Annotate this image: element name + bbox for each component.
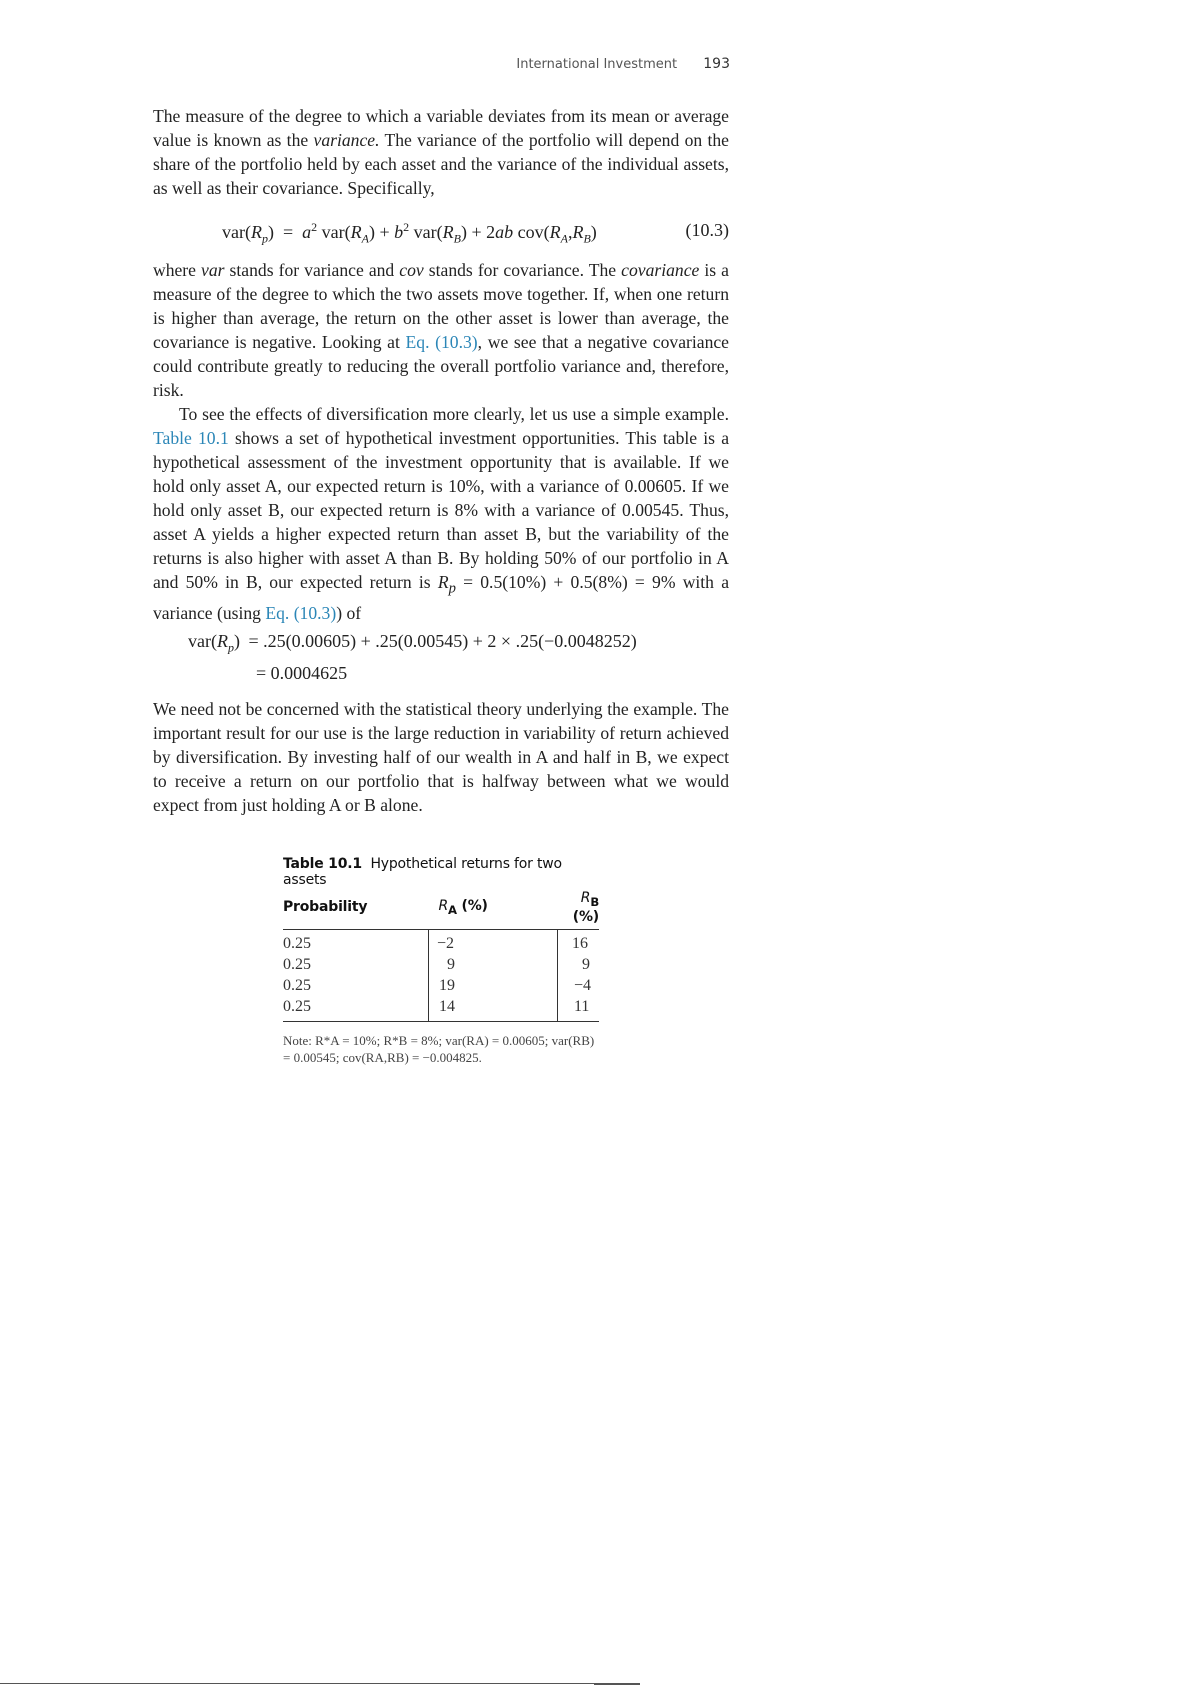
cell-probability: 0.25 — [283, 955, 311, 973]
equation-10-3 — [222, 220, 729, 247]
table-row — [283, 929, 599, 954]
para2-text-d: is a measure of the degree to which the two assets move together. If, when one return is higher than average, the return on the other asset is lower than average, the covariance is negative. Looking at — [153, 260, 729, 352]
table-caption — [283, 856, 599, 888]
para1-text-b: The variance of the portfolio will depend on the share of the portfolio held by each asset and the variance of the individual assets, as well as their covariance. Specifically, — [153, 130, 729, 198]
paragraph-conclusion — [153, 697, 729, 817]
cell-rb: −4 — [574, 976, 592, 994]
var-line2-rhs: = 0.0004625 — [256, 663, 348, 683]
table-note: Note: R*A = 10%; R*B = 8%; var(RA) = 0.00605; var(RB) = 0.00545; cov(RA,RB) = −0.004825. — [283, 1032, 595, 1065]
header-ra: $R_A$ (%) — [438, 898, 488, 917]
equation-10-3-body: $var(R_p) = a^2$ $var(R_A) + b^2$ $var(R_B) + 2ab$ $cov(R_A,R_B)$ — [222, 220, 597, 246]
cell-rb: 11 — [574, 997, 590, 1015]
cell-probability: 0.25 — [283, 997, 311, 1015]
cell-rb: 16 — [572, 934, 588, 952]
para3-text-a: To see the effects of diversification more clearly, let us use a simple example. — [179, 404, 729, 424]
table-header-row — [283, 890, 599, 929]
para3-text-b: shows a set of hypothetical investment opportunities. This table is a hypothetical assessment of the investment opportunity that is available. If we hold only asset A, our expected return is 10%, with a variance of 0.00605. If we hold only asset B, our expected return is 8% with a variance of 0.00545. Thus, asset A yields a higher expected return than asset B, but the variability of the returns is also higher with asset A than B. By holding 50% of our portfolio in A and 50% in B, our expected return is — [153, 428, 730, 592]
paragraph-variance — [153, 104, 729, 200]
table-10-1 — [283, 856, 599, 1066]
equation-variance-result — [256, 663, 347, 684]
table-row — [283, 954, 599, 975]
returns-table — [283, 890, 599, 1022]
cell-ra: 14 — [429, 996, 558, 1022]
para4-text: We need not be concerned with the statistical theory underlying the example. The important result for our use is the large reduction in variability of return achieved by diversification. By investing half of our wealth in A and half in B, we expect to receive a return on our portfolio that is halfway between what we would expect from just holding A or B alone. — [153, 699, 729, 815]
para2-text-a: where — [153, 260, 202, 280]
header-rb: $R_B$ (%) — [572, 890, 599, 925]
rp-subscript: p — [448, 580, 456, 597]
para1-text-a: The measure of the degree to which a variable deviates from its mean or average value is known as the — [153, 106, 729, 150]
table-row — [283, 996, 599, 1022]
table-label: Table 10.1 — [283, 856, 362, 872]
table-row — [283, 975, 599, 996]
para2-text-b: stands for variance and — [224, 260, 400, 280]
page-number: 193 — [703, 56, 730, 72]
equation-variance-calc — [188, 631, 637, 656]
table-caption-text: Hypothetical returns for two assets — [283, 856, 562, 888]
term-cov: cov — [399, 260, 424, 280]
running-head — [430, 56, 730, 72]
cell-rb: 9 — [582, 955, 590, 973]
paragraph-example — [153, 402, 729, 625]
var-line1-rhs: = .25(0.00605) + .25(0.00545) + 2 × .25(−0.0048252) — [248, 631, 637, 651]
para2-text-c: stands for covariance. The — [423, 260, 622, 280]
table-10-1-link[interactable]: Table 10.1 — [153, 428, 229, 448]
rp-symbol: R — [437, 572, 449, 592]
term-var: var — [201, 260, 225, 280]
paragraph-covariance — [153, 258, 729, 402]
cell-ra: −2 — [429, 929, 558, 954]
para2-text-e: , we see that a negative covariance could contribute greatly to reducing the overall portfolio variance and, therefore, risk. — [153, 332, 729, 400]
cell-probability: 0.25 — [283, 976, 311, 994]
term-variance: variance. — [313, 130, 380, 150]
eq-10-3-link[interactable]: Eq. (10.3) — [405, 332, 478, 352]
equation-number: (10.3) — [685, 220, 729, 240]
var-lhs: $var(R_p)$ — [188, 631, 240, 655]
cell-ra: 19 — [429, 975, 558, 996]
cell-ra: 9 — [429, 954, 558, 975]
para3-text-c: = 0.5(10%) + 0.5(8%) = 9% with a variance (using — [153, 572, 729, 623]
term-covariance: covariance — [621, 260, 700, 280]
running-title: International Investment — [516, 57, 678, 72]
header-probability: Probability — [283, 899, 368, 916]
eq-10-3-link-2[interactable]: Eq. (10.3) — [265, 602, 337, 623]
para3-text-d: ) of — [336, 602, 362, 623]
bottom-rule — [0, 1683, 640, 1684]
cell-probability: 0.25 — [283, 934, 311, 952]
